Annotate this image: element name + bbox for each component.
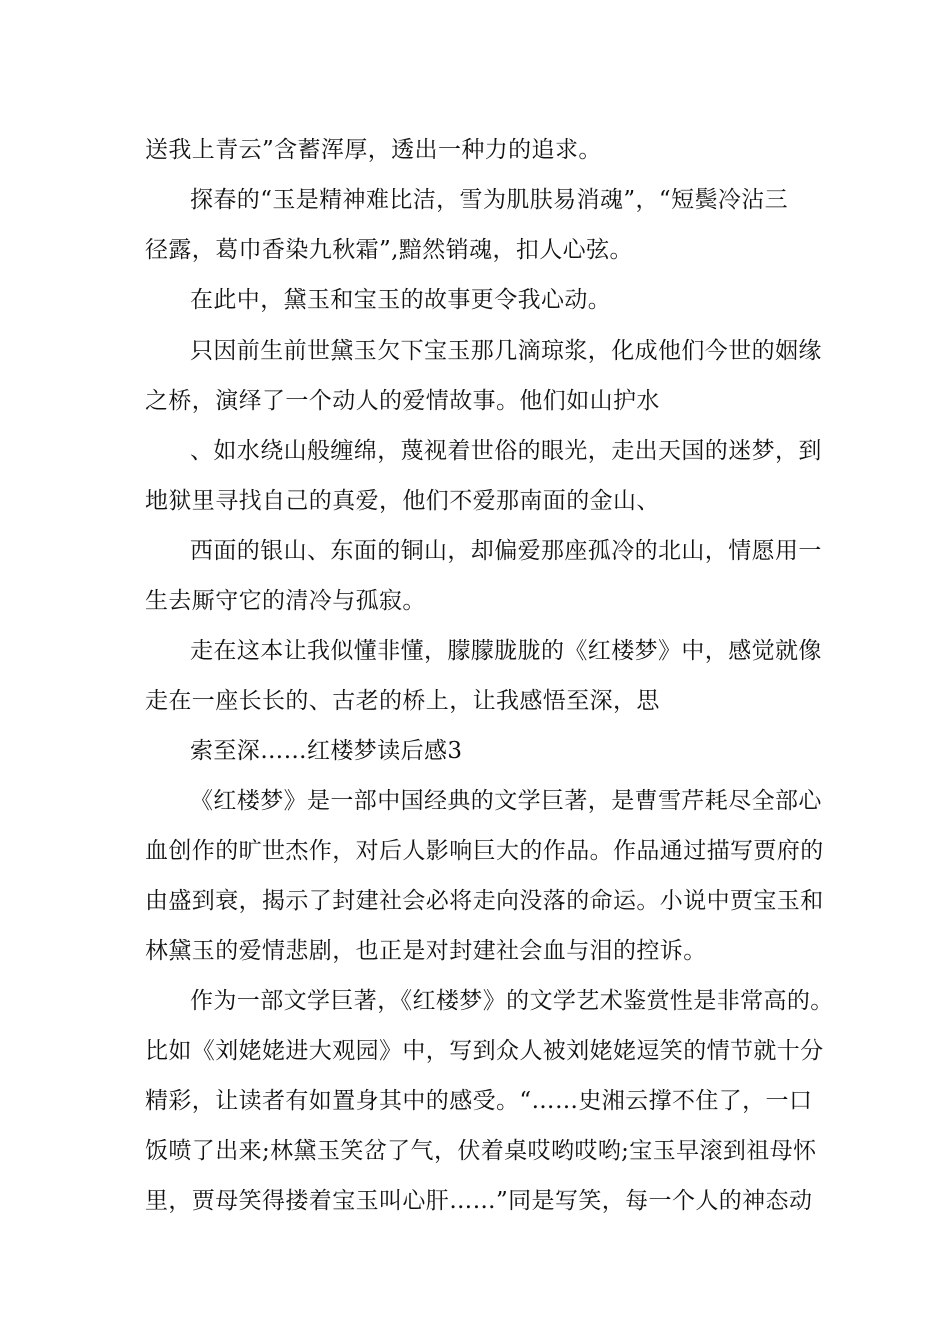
text-line: 由盛到衰，揭示了封建社会必将走向没落的命运。小说中贾宝玉和 <box>145 888 824 914</box>
text-line: 里，贾母笑得搂着宝玉叫心肝……”同是写笑，每一个人的神态动 <box>145 1188 813 1214</box>
text-line: 作为一部文学巨著，《红楼梦》的文学艺术鉴赏性是非常高的。 <box>190 988 834 1014</box>
text-line: 生去厮守它的清冷与孤寂。 <box>145 588 426 614</box>
text-line: 在此中，黛玉和宝玉的故事更令我心动。 <box>190 287 612 313</box>
text-line: 比如《刘姥姥进大观园》中，写到众人被刘姥姥逗笑的情节就十分 <box>145 1038 824 1064</box>
text-line: 之桥，演绎了一个动人的爱情故事。他们如山护水 <box>145 388 660 414</box>
text-line: 走在这本让我似懂非懂，朦朦胧胧的《红楼梦》中，感觉就像 <box>190 638 822 664</box>
text-line: 饭喷了出来;林黛玉笑岔了气，伏着桌哎哟哎哟;宝玉早滚到祖母怀 <box>145 1138 817 1164</box>
text-line: 精彩，让读者有如置身其中的感受。“……史湘云撑不住了，一口 <box>145 1088 813 1114</box>
text-line: 走在一座长长的、古老的桥上，让我感悟至深，思 <box>145 688 660 714</box>
text-line: 只因前生前世黛玉欠下宝玉那几滴琼浆，化成他们今世的姻缘 <box>190 338 822 364</box>
text-line: 探春的“玉是精神难比洁，雪为肌肤易消魂”，“短鬓冷沾三 <box>190 187 789 213</box>
text-line: 林黛玉的爱情悲剧，也正是对封建社会血与泪的控诉。 <box>145 938 707 964</box>
text-line: 《红楼梦》是一部中国经典的文学巨著，是曹雪芹耗尽全部心 <box>190 788 822 814</box>
text-line: 西面的银山、东面的铜山，却偏爱那座孤冷的北山，情愿用一 <box>190 538 822 564</box>
text-line: 血创作的旷世杰作，对后人影响巨大的作品。作品通过描写贾府的 <box>145 838 824 864</box>
text-line: 、如水绕山般缠绵，蔑视着世俗的眼光，走出天国的迷梦，到 <box>190 438 822 464</box>
section-heading: 索至深……红楼梦读后感3 <box>190 738 463 764</box>
text-line: 径露，葛巾香染九秋霜”,黯然销魂，扣人心弦。 <box>145 237 633 263</box>
text-line: 地狱里寻找自己的真爱，他们不爱那南面的金山、 <box>145 488 660 514</box>
text-line: 送我上青云”含蓄浑厚，透出一种力的追求。 <box>145 137 602 163</box>
